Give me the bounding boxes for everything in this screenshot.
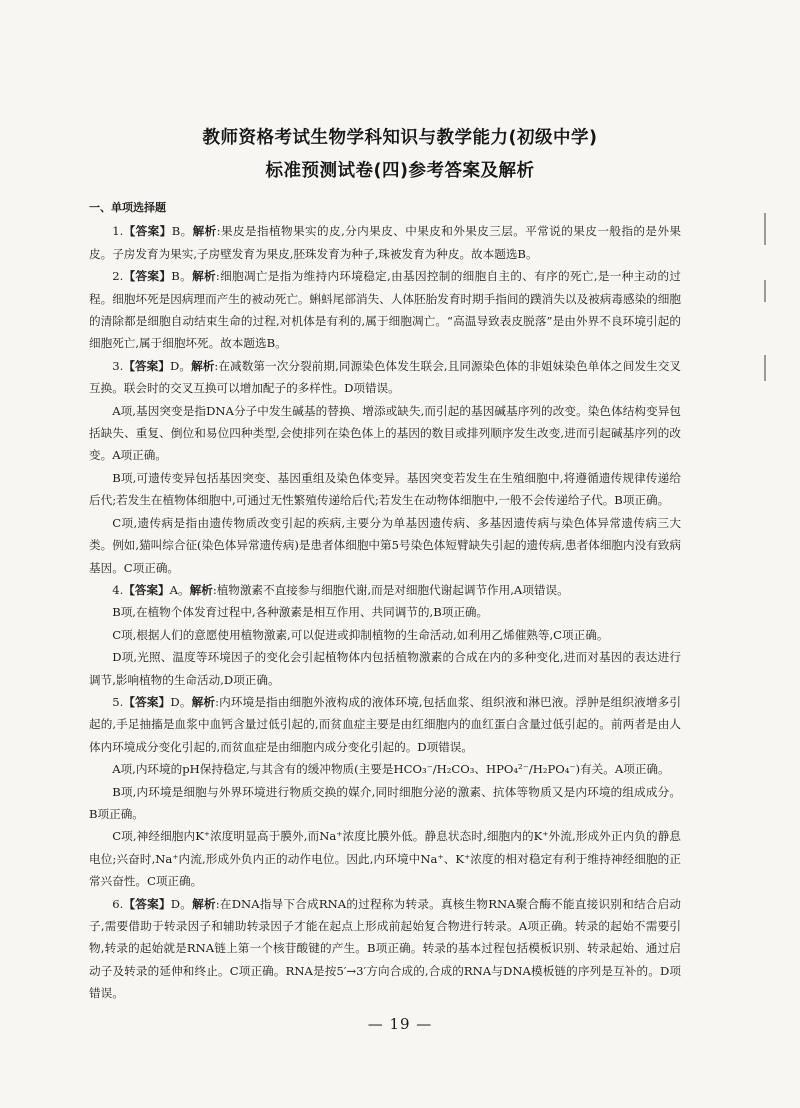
scan-mark [764,355,766,381]
answer-paragraph: 2.【答案】B。解析:细胞凋亡是指为维持内环境稳定,由基因控制的细胞自主的、有序的死亡,是一种主动的过程。细胞坏死是因病理而产生的被动死亡。蝌蚪尾部消失、人体胚胎发育时期手指间的蹼消失以及被病毒感染的细胞的清除都是细胞自动结束生命的过程,对机体是有利的,属于细胞凋亡。“高温导致表皮脱落”是由外界不良环境引起的细胞死亡,属于细胞坏死。故本题选B。 [89,269,681,351]
answer-paragraph: 6.【答案】D。解析:在DNA指导下合成RNA的过程称为转录。真核生物RNA聚合酶不能直接识别和结合启动子,需要借助于转录因子和辅助转录因子才能在起点上形成前起始复合物进行转录。A项正确。转录的起始不需要引物,转录的起始就是RNA链上第一个核苷酸键的产生。B项正确。转录的基本过程包括模板识别、转录起始、通过启动子及转录的延伸和终止。C项正确。RNA是按5′→3′方向合成的,合成的RNA与DNA模板链的序列是互补的。D项错误。 [89,896,682,1001]
answer-paragraph: 3.【答案】D。解析:在减数第一次分裂前期,同源染色体发生联会,且同源染色体的非姐妹染色单体之间发生交叉互换。联会时的交叉互换可以增加配子的多样性。D项错误。 [89,358,681,396]
answer-paragraph: 4.【答案】A。解析:植物激素不直接参与细胞代谢,而是对细胞代谢起调节作用,A项错误。 [112,582,569,597]
scan-mark [764,213,766,245]
option-paragraph: B项,内环境是细胞与外界环境进行物质交换的媒介,同时细胞分泌的激素、抗体等物质又是内环境的组成成分。B项正确。 [89,784,681,821]
answer-paragraph: 1.【答案】B。解析:果皮是指植物果实的皮,分内果皮、中果皮和外果皮三层。平常说的果皮一般指的是外果皮。子房发育为果实,子房壁发育为果皮,胚珠发育为种子,珠被发育为种皮。故本题选B。 [89,224,681,261]
option-paragraph: B项,在植物个体发育过程中,各种激素是相互作用、共同调节的,B项正确。 [112,605,489,620]
option-paragraph: B项,可遗传变异包括基因突变、基因重组及染色体变异。基因突变若发生在生殖细胞中,将遵循遗传规律传递给后代;若发生在植物体细胞中,可通过无性繁殖传递给后代;若发生在动物体细胞中,一般不会传递给子代。B项正确。 [89,470,681,508]
option-paragraph: C项,遗传病是指由遗传物质改变引起的疾病,主要分为单基因遗传病、多基因遗传病与染色体异常遗传病三大类。例如,猫叫综合征(染色体异常遗传病)是患者体细胞中第5号染色体短臂缺失引起的遗传病,患者体细胞内没有致病基因。C项正确。 [89,515,681,575]
page-number: — 19 — [367,1015,433,1033]
option-paragraph: A项,内环境的pH保持稳定,与其含有的缓冲物质(主要是HCO₃⁻/H₂CO₃、HPO₄²⁻/H₂PO₄⁻)有关。A项正确。 [112,762,670,777]
scan-mark [764,280,766,302]
page-title: 教师资格考试生物学科知识与教学能力(初级中学) [202,128,598,148]
answer-content [89,197,681,1005]
option-paragraph: A项,基因突变是指DNA分子中发生碱基的替换、增添或缺失,而引起的基因碱基序列的改变。染色体结构变异包括缺失、重复、倒位和易位四种类型,会使排列在染色体上的基因的数目或排列顺序发生改变,进而引起碱基序列的改变。A项正确。 [89,403,681,463]
option-paragraph: C项,神经细胞内K⁺浓度明显高于膜外,而Na⁺浓度比膜外低。静息状态时,细胞内的K⁺外流,形成外正内负的静息电位;兴奋时,Na⁺内流,形成外负内正的动作电位。因此,内环境中Na⁺、K⁺浓度的相对稳定有利于维持神经细胞的正常兴奋性。C项正确。 [89,829,681,889]
section-heading: 一、单项选择题 [89,201,166,214]
page-subtitle: 标准预测试卷(四)参考答案及解析 [265,161,535,181]
title-block [0,124,800,185]
option-paragraph: D项,光照、温度等环境因子的变化会引起植物体内包括植物激素的合成在内的多种变化,进而对基因的表达进行调节,影响植物的生命活动,D项正确。 [89,650,681,687]
option-paragraph: C项,根据人们的意愿使用植物激素,可以促进或抑制植物的生命活动,如利用乙烯催熟等,C项正确。 [112,627,609,642]
answer-paragraph: 5.【答案】D。解析:内环境是指由细胞外液构成的液体环境,包括血浆、组织液和淋巴液。浮肿是组织液增多引起的,手足抽搐是血浆中血钙含量过低引起的,而贫血症主要是由红细胞内的血红蛋白含量过低引起的。前两者是由人体内环境成分变化引起的,而贫血症是由细胞内成分变化引起的。D项错误。 [89,694,681,754]
